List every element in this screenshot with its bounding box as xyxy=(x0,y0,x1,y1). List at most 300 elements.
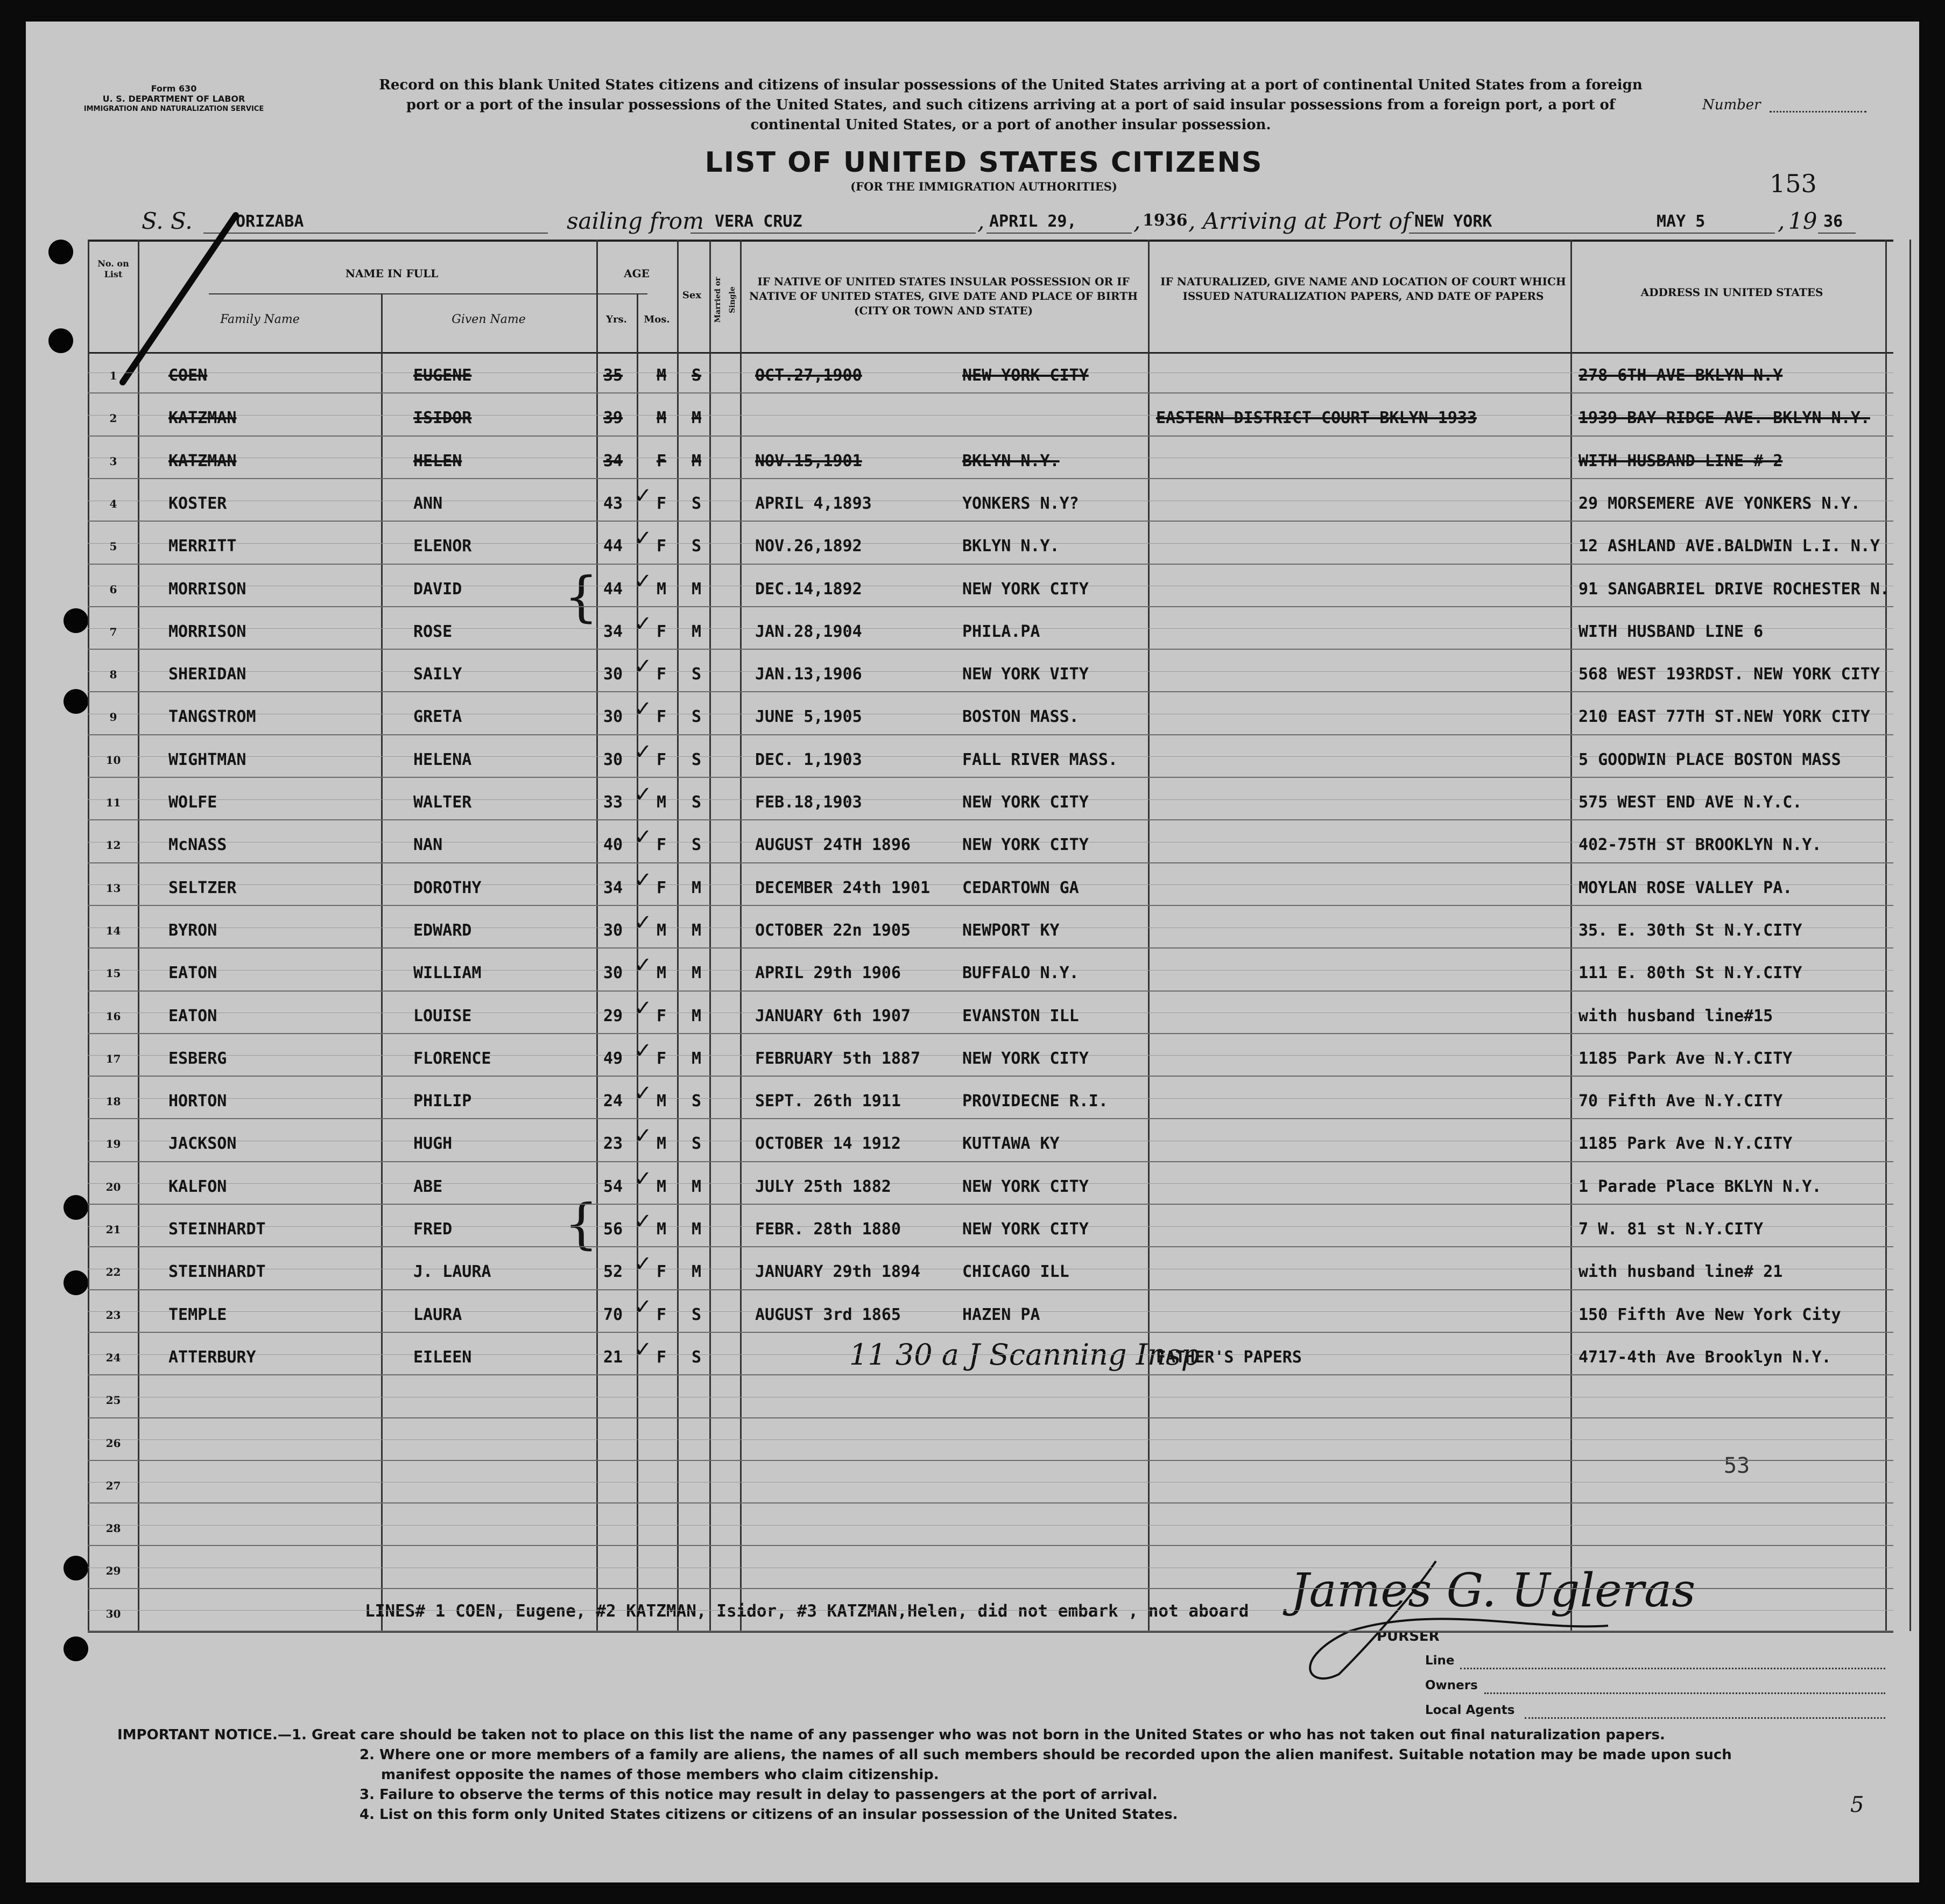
cell-age: 24 xyxy=(603,1092,623,1111)
check-mark-icon: ✓ xyxy=(634,782,652,807)
number-label: Number xyxy=(1702,97,1761,113)
row-rule xyxy=(88,1289,1893,1290)
punch-hole xyxy=(48,328,73,353)
row-half-rule xyxy=(88,1439,1893,1440)
cell-given: FLORENCE xyxy=(413,1049,491,1068)
cell-family: KATZMAN xyxy=(168,451,237,470)
punch-hole xyxy=(64,608,88,633)
cell-ms: S xyxy=(692,1347,702,1367)
cell-ms: S xyxy=(692,750,702,769)
cell-bplace: BKLYN N.Y. xyxy=(962,537,1060,556)
manifest-sheet xyxy=(26,22,1919,1882)
ship-name: ORIZABA xyxy=(236,212,304,231)
cell-bplace: NEW YORK CITY xyxy=(962,579,1089,599)
sailing-from: VERA CRUZ xyxy=(715,212,802,231)
header-sex: Sex xyxy=(682,290,702,301)
notice-item-3: 3. Failure to observe the terms of this notice may result in delay to passengers at the port of arrival. xyxy=(360,1787,1158,1803)
cell-bdate: JAN.13,1906 xyxy=(755,665,862,684)
row-rule xyxy=(88,990,1893,992)
row-rule xyxy=(88,1204,1893,1205)
line-label: Line xyxy=(1425,1654,1455,1668)
cell-sex: F xyxy=(657,835,667,855)
cell-bplace: PHILA.PA xyxy=(962,622,1040,641)
cell-addr: 1 Parade Place BKLYN N.Y. xyxy=(1578,1177,1822,1196)
cell-family: TANGSTROM xyxy=(168,707,256,727)
cell-addr: 150 Fifth Ave New York City xyxy=(1578,1305,1841,1324)
cell-ms: S xyxy=(692,366,702,385)
form-identifier xyxy=(58,83,290,114)
cell-given: WILLIAM xyxy=(413,964,482,983)
voyage-line xyxy=(26,208,1919,240)
cell-family: JACKSON xyxy=(168,1134,237,1154)
cell-ms: M xyxy=(692,622,702,641)
cell-no: 28 xyxy=(105,1522,121,1535)
cell-bplace: CHICAGO ILL xyxy=(962,1262,1069,1282)
cell-ms: S xyxy=(692,494,702,513)
arrival-date: MAY 5 xyxy=(1657,212,1706,231)
cell-no: 29 xyxy=(105,1564,121,1578)
cell-no: 21 xyxy=(105,1223,121,1236)
cell-addr: 7 W. 81 st N.Y.CITY xyxy=(1578,1220,1764,1239)
comma: , xyxy=(1133,208,1141,234)
cell-ms: M xyxy=(692,1006,702,1025)
cell-ms: M xyxy=(692,1177,702,1196)
cell-bdate: NOV.15,1901 xyxy=(755,451,862,470)
cell-bdate: DEC. 1,1903 xyxy=(755,750,862,769)
cell-ms: S xyxy=(692,537,702,556)
cell-ms: S xyxy=(692,1305,702,1324)
cell-bdate: APRIL 4,1893 xyxy=(755,494,872,513)
check-mark-icon: ✓ xyxy=(634,1252,652,1277)
sailing-from-label: sailing from xyxy=(567,208,704,234)
departure-year: 1936 xyxy=(1143,211,1188,230)
important-notice xyxy=(117,1725,1732,1825)
cell-bplace: EVANSTON ILL xyxy=(962,1006,1079,1025)
cell-ms: S xyxy=(692,793,702,812)
cell-addr: with husband line# 21 xyxy=(1578,1262,1783,1282)
comma: , xyxy=(977,208,985,234)
cell-bplace: NEW YORK CITY xyxy=(962,1049,1089,1068)
cell-sex: M xyxy=(657,1177,667,1196)
check-mark-icon: ✓ xyxy=(634,1209,652,1234)
cell-given: FRED xyxy=(413,1220,453,1239)
cell-no: 30 xyxy=(105,1607,121,1620)
cell-age: 33 xyxy=(603,793,623,812)
page-number: 153 xyxy=(1770,169,1817,198)
cell-nat: FATHER'S PAPERS xyxy=(1156,1347,1302,1367)
cell-age: 34 xyxy=(603,878,623,897)
cell-sex: F xyxy=(657,1049,667,1068)
ss-label: S. S. xyxy=(142,208,193,234)
check-mark-icon: ✓ xyxy=(634,995,652,1021)
cell-family: MORRISON xyxy=(168,579,246,599)
departure-date: APRIL 29, xyxy=(989,212,1077,231)
arriving-label: , Arriving at Port of xyxy=(1188,208,1411,234)
cell-ms: S xyxy=(692,835,702,855)
cell-given: ISIDOR xyxy=(413,409,472,428)
cell-bdate: APRIL 29th 1906 xyxy=(755,964,901,983)
row-half-rule xyxy=(88,1610,1893,1611)
row-rule xyxy=(88,947,1893,949)
department: U. S. DEPARTMENT OF LABOR xyxy=(102,94,245,104)
punch-hole xyxy=(64,689,88,714)
cell-age: 44 xyxy=(603,579,623,599)
cell-no: 7 xyxy=(109,625,117,638)
cell-given: ABE xyxy=(413,1177,443,1196)
check-mark-icon: ✓ xyxy=(634,568,652,594)
family-brace: { xyxy=(564,1192,598,1255)
cell-addr: 1939 BAY RIDGE AVE. BKLYN N.Y. xyxy=(1578,409,1870,428)
cell-bdate: OCTOBER 14 1912 xyxy=(755,1134,901,1154)
cell-addr: 29 MORSEMERE AVE YONKERS N.Y. xyxy=(1578,494,1861,513)
cell-age: 40 xyxy=(603,835,623,855)
form-number: Form 630 xyxy=(151,83,197,94)
row-rule xyxy=(88,819,1893,820)
cell-given: J. LAURA xyxy=(413,1262,491,1282)
page-subtitle: (FOR THE IMMIGRATION AUTHORITIES) xyxy=(850,180,1117,193)
cell-given: EILEEN xyxy=(413,1347,472,1367)
cell-bdate: JUNE 5,1905 xyxy=(755,707,862,727)
cell-nat: EASTERN DISTRICT COURT BKLYN 1933 xyxy=(1156,409,1477,428)
cell-family: KATZMAN xyxy=(168,409,237,428)
handwritten-note: 11 30 a J Scanning Insp xyxy=(849,1338,1200,1372)
check-mark-icon: ✓ xyxy=(634,654,652,679)
cell-age: 35 xyxy=(603,366,623,385)
cell-given: DOROTHY xyxy=(413,878,482,897)
cell-age: 44 xyxy=(603,537,623,556)
cell-family: KOSTER xyxy=(168,494,227,513)
cell-ms: M xyxy=(692,451,702,470)
cell-age: 30 xyxy=(603,665,623,684)
cell-no: 14 xyxy=(105,924,121,937)
cell-bdate: NOV.26,1892 xyxy=(755,537,862,556)
cell-ms: M xyxy=(692,1220,702,1239)
cell-age: 49 xyxy=(603,1049,623,1068)
cell-given: ANN xyxy=(413,494,443,513)
check-mark-icon: ✓ xyxy=(634,1123,652,1149)
row-rule xyxy=(88,435,1893,437)
cell-no: 13 xyxy=(105,881,121,895)
cell-addr: 91 SANGABRIEL DRIVE ROCHESTER N. xyxy=(1578,579,1890,599)
row-rule xyxy=(88,1374,1893,1375)
notice-item-4: 4. List on this form only United States citizens or citizens of an insular possession of the United States. xyxy=(360,1807,1178,1823)
cell-sex: F xyxy=(657,1347,667,1367)
cell-sex: F xyxy=(657,707,667,727)
cell-ms: S xyxy=(692,707,702,727)
row-rule xyxy=(88,1118,1893,1119)
cell-family: EATON xyxy=(168,1006,217,1025)
signature-flourish xyxy=(1210,1550,1640,1690)
notice-item-2b: manifest opposite the names of those members who claim citizenship. xyxy=(381,1767,939,1783)
cell-addr: 5 GOODWIN PLACE BOSTON MASS xyxy=(1578,750,1841,769)
header-married: Married or Single xyxy=(714,277,737,323)
cell-family: MERRITT xyxy=(168,537,237,556)
cell-family: MORRISON xyxy=(168,622,246,641)
row-rule xyxy=(88,1545,1893,1546)
cell-age: 34 xyxy=(603,622,623,641)
cell-given: EUGENE xyxy=(413,366,472,385)
punch-hole xyxy=(64,1195,88,1220)
cell-given: NAN xyxy=(413,835,443,855)
cell-addr: 70 Fifth Ave N.Y.CITY xyxy=(1578,1092,1783,1111)
cell-bplace: YONKERS N.Y? xyxy=(962,494,1079,513)
cell-bplace: NEW YORK VITY xyxy=(962,665,1089,684)
cell-bplace: NEWPORT KY xyxy=(962,921,1060,940)
cell-given: ELENOR xyxy=(413,537,472,556)
cell-age: 21 xyxy=(603,1347,623,1367)
cell-no: 2 xyxy=(109,412,117,425)
cell-no: 4 xyxy=(109,497,117,510)
header-birth: IF NATIVE OF UNITED STATES INSULAR POSSESSION OR IF NATIVE OF UNITED STATES, GIVE DATE AND PLACE OF BIRTH (CITY OR TOWN AND STATE) xyxy=(749,275,1138,317)
local-agents-label: Local Agents xyxy=(1425,1703,1515,1717)
cell-family: SHERIDAN xyxy=(168,665,246,684)
cell-given: GRETA xyxy=(413,707,462,727)
cell-no: 3 xyxy=(109,454,117,468)
cell-addr: 568 WEST 193RDST. NEW YORK CITY xyxy=(1578,665,1880,684)
cell-addr: 4717-4th Ave Brooklyn N.Y. xyxy=(1578,1347,1831,1367)
cell-addr: 575 WEST END AVE N.Y.C. xyxy=(1578,793,1802,812)
cell-given: HELENA xyxy=(413,750,472,769)
cell-bdate: FEB.18,1903 xyxy=(755,793,862,812)
punch-hole xyxy=(48,240,73,264)
cell-bdate: DEC.14,1892 xyxy=(755,579,862,599)
cell-ms: S xyxy=(692,1134,702,1154)
cell-age: 52 xyxy=(603,1262,623,1282)
cell-bdate: JULY 25th 1882 xyxy=(755,1177,891,1196)
cell-ms: M xyxy=(692,964,702,983)
cell-no: 5 xyxy=(109,540,117,553)
cell-addr: 402-75TH ST BROOKLYN N.Y. xyxy=(1578,835,1822,855)
check-mark-icon: ✓ xyxy=(634,910,652,935)
cell-age: 54 xyxy=(603,1177,623,1196)
header-age: AGE xyxy=(624,267,650,280)
cell-sex: F xyxy=(657,665,667,684)
notice-item-2a: 2. Where one or more members of a family are aliens, the names of all such members should be recorded upon the alien manifest. Suitable notation may be made upon such xyxy=(360,1747,1732,1763)
cell-sex: M xyxy=(657,793,667,812)
cell-family: HORTON xyxy=(168,1092,227,1111)
row-rule xyxy=(88,905,1893,906)
cell-addr: 111 E. 80th St N.Y.CITY xyxy=(1578,964,1802,983)
cell-no: 24 xyxy=(105,1351,121,1364)
stamp-number: 53 xyxy=(1724,1453,1750,1478)
cell-no: 26 xyxy=(105,1436,121,1450)
cell-no: 10 xyxy=(105,753,121,767)
cell-bdate: FEBR. 28th 1880 xyxy=(755,1220,901,1239)
cell-sex: F xyxy=(657,878,667,897)
row-half-rule xyxy=(88,1525,1893,1526)
cell-bplace: NEW YORK CITY xyxy=(962,366,1089,385)
header-family: Family Name xyxy=(220,313,300,326)
cell-family: EATON xyxy=(168,964,217,983)
comma: , xyxy=(1778,208,1785,234)
number-line xyxy=(1770,111,1866,113)
row-rule xyxy=(88,606,1893,607)
cell-sex: F xyxy=(657,537,667,556)
cell-bplace: BUFFALO N.Y. xyxy=(962,964,1079,983)
row-rule xyxy=(88,392,1893,394)
cell-sex: M xyxy=(657,1134,667,1154)
cell-sex: M xyxy=(657,366,667,385)
row-rule xyxy=(88,1161,1893,1162)
cell-no: 22 xyxy=(105,1266,121,1279)
cell-sex: M xyxy=(657,409,667,428)
cell-sex: M xyxy=(657,1220,667,1239)
footer-remark: LINES# 1 COEN, Eugene, #2 KATZMAN, Isidor, #3 KATZMAN,Helen, did not embark , not aboard xyxy=(365,1601,1249,1621)
cell-family: STEINHARDT xyxy=(168,1220,266,1239)
row-rule xyxy=(88,1332,1893,1333)
arrival-port: NEW YORK xyxy=(1414,212,1492,231)
check-mark-icon: ✓ xyxy=(634,1038,652,1063)
check-mark-icon: ✓ xyxy=(634,483,652,508)
cell-given: WALTER xyxy=(413,793,472,812)
cell-sex: M xyxy=(657,964,667,983)
cell-sex: F xyxy=(657,494,667,513)
family-brace: { xyxy=(564,565,598,628)
corner-mark: 5 xyxy=(1850,1793,1864,1817)
cell-ms: S xyxy=(692,1092,702,1111)
cell-bdate: JAN.28,1904 xyxy=(755,622,862,641)
cell-family: COEN xyxy=(168,366,208,385)
cell-no: 17 xyxy=(105,1052,121,1065)
cell-family: WOLFE xyxy=(168,793,217,812)
cell-given: HELEN xyxy=(413,451,462,470)
cell-age: 56 xyxy=(603,1220,623,1239)
cell-no: 19 xyxy=(105,1137,121,1151)
cell-age: 34 xyxy=(603,451,623,470)
check-mark-icon: ✓ xyxy=(634,1337,652,1362)
cell-given: SAILY xyxy=(413,665,462,684)
cell-age: 30 xyxy=(603,921,623,940)
cell-ms: M xyxy=(692,1049,702,1068)
check-mark-icon: ✓ xyxy=(634,867,652,893)
header-mos: Mos. xyxy=(644,314,670,325)
cell-family: ATTERBURY xyxy=(168,1347,256,1367)
cell-bdate: JANUARY 6th 1907 xyxy=(755,1006,911,1025)
service: IMMIGRATION AND NATURALIZATION SERVICE xyxy=(83,105,264,113)
cell-addr: 1185 Park Ave N.Y.CITY xyxy=(1578,1134,1793,1154)
cell-bplace: NEW YORK CITY xyxy=(962,835,1089,855)
header-no: No. on List xyxy=(97,258,129,279)
cell-no: 27 xyxy=(105,1479,121,1492)
cell-sex: F xyxy=(657,1305,667,1324)
check-mark-icon: ✓ xyxy=(634,526,652,551)
cell-given: ROSE xyxy=(413,622,453,641)
cell-family: TEMPLE xyxy=(168,1305,227,1324)
cell-sex: F xyxy=(657,750,667,769)
row-rule xyxy=(88,1502,1893,1503)
header-given: Given Name xyxy=(452,313,526,326)
signature: James G. Ugleras xyxy=(1291,1564,1696,1618)
row-rule xyxy=(88,1417,1893,1418)
check-mark-icon: ✓ xyxy=(634,697,652,722)
check-mark-icon: ✓ xyxy=(634,611,652,636)
cell-given: EDWARD xyxy=(413,921,472,940)
cell-family: STEINHARDT xyxy=(168,1262,266,1282)
row-rule xyxy=(88,521,1893,522)
cell-family: BYRON xyxy=(168,921,217,940)
cell-given: LOUISE xyxy=(413,1006,472,1025)
cell-no: 12 xyxy=(105,839,121,852)
cell-bplace: KUTTAWA KY xyxy=(962,1134,1060,1154)
cell-no: 23 xyxy=(105,1308,121,1322)
cell-sex: M xyxy=(657,921,667,940)
header-yrs: Yrs. xyxy=(606,314,627,325)
cell-no: 11 xyxy=(105,796,121,809)
header-address: ADDRESS IN UNITED STATES xyxy=(1640,286,1823,299)
cell-no: 20 xyxy=(105,1180,121,1193)
cell-bdate: OCT.27,1900 xyxy=(755,366,862,385)
cell-addr: 1185 Park Ave N.Y.CITY xyxy=(1578,1049,1793,1068)
cell-bplace: HAZEN PA xyxy=(962,1305,1040,1324)
cell-sex: F xyxy=(657,1006,667,1025)
row-rule xyxy=(88,862,1893,863)
cell-family: SELTZER xyxy=(168,878,237,897)
row-rule xyxy=(88,1076,1893,1077)
cell-family: McNASS xyxy=(168,835,227,855)
cell-addr: 210 EAST 77TH ST.NEW YORK CITY xyxy=(1578,707,1870,727)
cell-given: HUGH xyxy=(413,1134,453,1154)
cell-given: LAURA xyxy=(413,1305,462,1324)
arrival-year-prefix: 19 xyxy=(1788,208,1817,234)
cell-bplace: PROVIDECNE R.I. xyxy=(962,1092,1108,1111)
cell-sex: M xyxy=(657,579,667,599)
cell-age: 29 xyxy=(603,1006,623,1025)
cell-no: 18 xyxy=(105,1095,121,1108)
cell-no: 25 xyxy=(105,1394,121,1407)
row-rule xyxy=(88,478,1893,479)
row-rule xyxy=(88,1588,1893,1589)
row-rule xyxy=(88,1033,1893,1034)
notice-item-1: Great care should be taken not to place on this list the name of any passenger who was not born in the United States or who has not taken out final naturalization papers. xyxy=(311,1727,1665,1743)
cell-given: DAVID xyxy=(413,579,462,599)
cell-bdate: DECEMBER 24th 1901 xyxy=(755,878,931,897)
cell-sex: F xyxy=(657,451,667,470)
cell-addr: with husband line#15 xyxy=(1578,1006,1773,1025)
check-mark-icon: ✓ xyxy=(634,739,652,764)
cell-age: 70 xyxy=(603,1305,623,1324)
cell-bdate: JANUARY 29th 1894 xyxy=(755,1262,921,1282)
cell-age: 43 xyxy=(603,494,623,513)
check-mark-icon: ✓ xyxy=(634,825,652,850)
punch-hole xyxy=(64,1556,88,1580)
cell-bplace: NEW YORK CITY xyxy=(962,793,1089,812)
row-rule xyxy=(88,564,1893,565)
cell-ms: M xyxy=(692,921,702,940)
cell-no: 8 xyxy=(109,668,117,681)
purser-label: PURSER xyxy=(1377,1628,1440,1645)
header-name: NAME IN FULL xyxy=(345,267,439,280)
row-rule xyxy=(88,1631,1893,1632)
cell-no: 16 xyxy=(105,1009,121,1023)
cell-addr: WITH HUSBAND LINE 6 xyxy=(1578,622,1764,641)
cell-addr: WITH HUSBAND LINE # 2 xyxy=(1578,451,1783,470)
cell-bdate: FEBRUARY 5th 1887 xyxy=(755,1049,921,1068)
row-rule xyxy=(88,649,1893,650)
check-mark-icon: ✓ xyxy=(634,1081,652,1106)
row-rule xyxy=(88,734,1893,735)
cell-sex: F xyxy=(657,1262,667,1282)
punch-hole xyxy=(64,1270,88,1295)
row-rule xyxy=(88,1246,1893,1247)
cell-family: KALFON xyxy=(168,1177,227,1196)
punch-hole xyxy=(64,1636,88,1661)
cell-bplace: NEW YORK CITY xyxy=(962,1177,1089,1196)
header-naturalized: IF NATURALIZED, GIVE NAME AND LOCATION OF COURT WHICH ISSUED NATURALIZATION PAPERS, AND DATE OF PAPERS xyxy=(1160,275,1566,303)
cell-age: 30 xyxy=(603,750,623,769)
row-rule xyxy=(88,691,1893,692)
cell-bplace: CEDARTOWN GA xyxy=(962,878,1079,897)
row-rule xyxy=(88,1460,1893,1461)
